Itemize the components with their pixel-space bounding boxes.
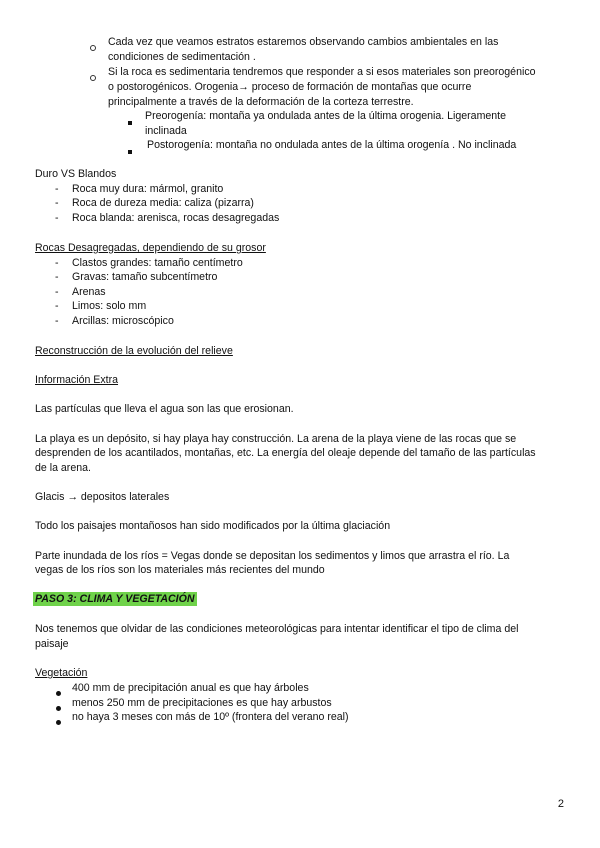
paragraph-2-line-2: desprenden de los acantilados, montañas, etc. La energía del oleaje depende del tamaño de las partículas (35, 447, 536, 459)
duro-item-2: Roca de dureza media: caliza (pizarra) (72, 197, 254, 209)
paragraph-4: Todo los paisajes montañosos han sido modificados por la última glaciación (35, 520, 391, 532)
dash-bullet: - (55, 257, 59, 269)
dash-bullet: - (55, 300, 59, 312)
rocas-item-4: Limos: solo mm (72, 300, 147, 312)
veg-item-1: 400 mm de precipitación anual es que hay árboles (72, 682, 309, 694)
top-list-item-1-line-1: Cada vez que veamos estratos estaremos observando cambios ambientales en las (108, 36, 499, 48)
dash-bullet: - (55, 286, 59, 298)
duro-item-3: Roca blanda: arenisca, rocas desagregadas (72, 212, 280, 224)
top-list-item-2-line-1: Si la roca es sedimentaria tendremos que responder a si esos materiales son preorogénico (108, 66, 536, 78)
dash-bullet: - (55, 315, 59, 327)
info-extra-heading: Información Extra (35, 374, 119, 386)
dash-bullet: - (55, 197, 59, 209)
paragraph-1: Las partículas que lleva el agua son las que erosionan. (35, 403, 294, 415)
reconstruccion-heading: Reconstrucción de la evolución del relieve (35, 345, 233, 357)
top-list-item-1-line-2: condiciones de sedimentación . (108, 51, 256, 63)
paso3-highlight: PASO 3: CLIMA Y VEGETACIÓN (35, 593, 195, 605)
dash-bullet: - (55, 183, 59, 195)
rocas-title: Rocas Desagregadas, dependiendo de su grosor (35, 242, 266, 254)
paragraph-2-line-1: La playa es un depósito, si hay playa hay construcción. La arena de la playa viene de las rocas que se (35, 433, 517, 445)
paragraph-2-line-3: de la arena. (35, 462, 91, 474)
paragraph-5-line-2: vegas de los ríos son los materiales más recientes del mundo (35, 564, 325, 576)
page-number: 2 (557, 798, 564, 810)
circle-bullet-icon (90, 71, 96, 86)
paragraph-3: Glacis → depositos laterales (35, 491, 170, 503)
veg-item-2: menos 250 mm de precipitaciones es que hay arbustos (72, 697, 332, 709)
sub-list-item-1-line-2: inclinada (145, 125, 187, 137)
veg-item-3: no haya 3 meses con más de 10º (frontera del verano real) (72, 711, 349, 723)
dash-bullet: - (55, 212, 59, 224)
circle-bullet-icon (90, 41, 96, 56)
disc-bullet-icon (56, 701, 61, 716)
paragraph-5-line-1: Parte inundada de los ríos = Vegas donde se depositan los sedimentos y limos que arrastra el río. La (35, 550, 510, 562)
square-bullet-icon (128, 115, 132, 130)
square-bullet-icon (128, 144, 132, 159)
vegetacion-title: Vegetación (35, 667, 88, 679)
duro-item-1: Roca muy dura: mármol, granito (72, 183, 224, 195)
paso3-heading (33, 592, 197, 607)
rocas-item-1: Clastos grandes: tamaño centímetro (72, 257, 243, 269)
top-list-item-2-line-3: principalmente a través de la deformación de la corteza terrestre. (108, 96, 414, 108)
rocas-item-2: Gravas: tamaño subcentímetro (72, 271, 218, 283)
top-list-item-2-line-2: o postorogénicos. Orogenia→ proceso de formación de montañas que ocurre (108, 81, 472, 93)
disc-bullet-icon (56, 686, 61, 701)
disc-bullet-icon (56, 715, 61, 730)
rocas-item-3: Arenas (72, 286, 106, 298)
rocas-item-5: Arcillas: microscópico (72, 315, 174, 327)
sub-list-item-1-line-1: Preorogenía: montaña ya ondulada antes de la última orogenia. Ligeramente (145, 110, 507, 122)
paragraph-6-line-1: Nos tenemos que olvidar de las condiciones meteorológicas para intentar identificar el tipo de clima del (35, 623, 519, 635)
sub-list-item-2: Postorogenía: montaña no ondulada antes de la última orogenía . No inclinada (147, 139, 517, 151)
paragraph-6-line-2: paisaje (35, 638, 69, 650)
duro-title: Duro VS Blandos (35, 168, 117, 180)
dash-bullet: - (55, 271, 59, 283)
